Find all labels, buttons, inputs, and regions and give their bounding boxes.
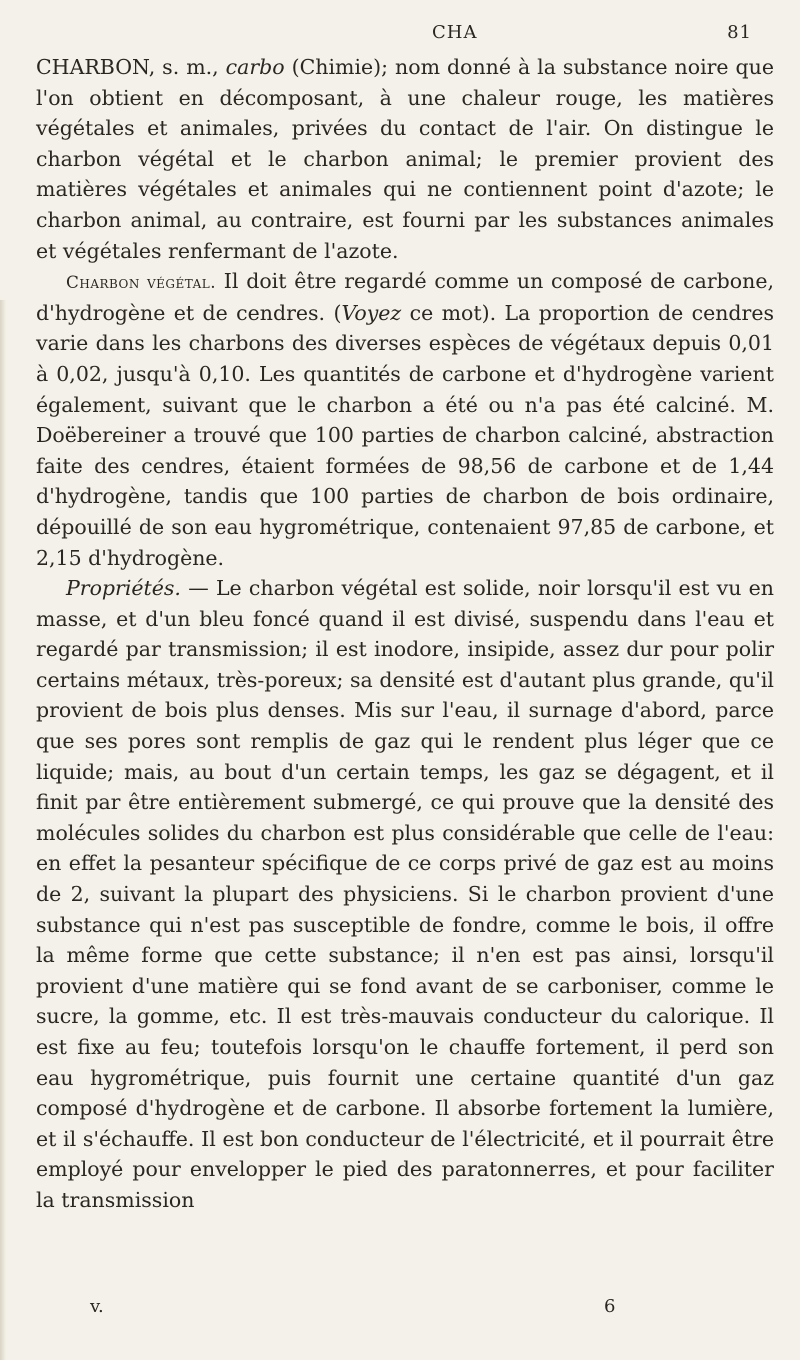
vegetal-heading: Charbon végétal. bbox=[66, 272, 217, 293]
proprietes-text: Le charbon végétal est solide, noir lorsqu'il est vu en masse, et d'un bleu foncé quand il est divisé, suspendu dans l'eau et regardé par transmission; il est inodore, insipide, assez dur pour polir certains métaux, très-poreux; sa densité est d'autant plus grande, qu'il provient de bois plus denses. Mis sur l'eau, il surnage d'abord, parce que ses pores sont remplis de gaz qui le rendent plus léger que ce liquide; mais, au bout d'un certain temps, les gaz se dégagent, et il finit par être entièrement submergé, ce qui prouve que la densité des molécules solides du charbon est plus considérable que celle de l'eau: en effet la pesanteur spécifique de ce corps privé de gaz est au moins de 2, suivant la plupart des physiciens. Si le charbon provient d'une substance qui n'est pas susceptible de fondre, comme le bois, il offre la même forme que cette substance; il n'en est pas ainsi, lorsqu'il provient d'une matière qui se fond avant de se carboniser, comme le sucre, la gomme, etc. Il est très-mauvais conducteur du calorique. Il est fixe au feu; toutefois lorsqu'on le chauffe fortement, il perd son eau hygrométrique, puis fournit une certaine quantité d'un gaz composé d'hydrogène et de carbone. Il absorbe fortement la lumière, et il s'échauffe. Il est bon conducteur de l'électricité, et il pourrait être employé pour envelopper le pied des paratonnerres, et pour faciliter la transmission bbox=[36, 576, 774, 1212]
see-reference: Voyez bbox=[341, 300, 402, 325]
sheet-mark: 6 bbox=[604, 1296, 616, 1317]
entry-domain: (Chimie); bbox=[284, 55, 396, 79]
page-footer bbox=[36, 1296, 774, 1326]
proprietes-dash: — bbox=[180, 576, 216, 601]
entry-headword: CHARBON bbox=[36, 55, 149, 79]
volume-signature: v. bbox=[90, 1296, 104, 1317]
vegetal-paragraph bbox=[36, 266, 774, 573]
page-number: 81 bbox=[727, 22, 752, 43]
running-head: CHA bbox=[432, 22, 478, 43]
entry-grammar: , s. m., bbox=[148, 55, 226, 79]
entry-etymon: carbo bbox=[225, 55, 285, 79]
proprietes-heading: Propriétés. bbox=[66, 576, 181, 601]
proprietes-paragraph bbox=[36, 573, 774, 1215]
vegetal-text-1: Il doit être regardé comme un composé de carbone, d'hydrogène et de cendres. ( bbox=[36, 269, 774, 325]
entry-definition: nom donné à la substance noire que l'on obtient en décomposant, à une chaleur rouge, les matières végétales et animales, privées du contact de l'air. On distingue le charbon végétal et le charbon animal; le premier provient des matières végétales et animales qui ne contiennent point d'azote; le charbon animal, au contraire, est fourni par les substances animales et végétales renfermant de l'azote. bbox=[36, 55, 774, 263]
page-header bbox=[60, 22, 760, 52]
dictionary-body bbox=[36, 52, 774, 1216]
binding-edge bbox=[0, 300, 6, 1360]
entry-paragraph bbox=[36, 52, 774, 266]
vegetal-text-2: ce mot). La proportion de cendres varie dans les charbons des diverses espèces de végétaux depuis 0,01 à 0,02, jusqu'à 0,10. Les quantités de carbone et d'hydrogène varient également, suivant que le charbon a été ou n'a pas été calciné. M. Doëbereiner a trouvé que 100 parties de charbon calciné, abstraction faite des cendres, étaient formées de 98,56 de carbone et de 1,44 d'hydrogène, tandis que 100 parties de charbon de bois ordinaire, dépouillé de son eau hygrométrique, contenaient 97,85 de carbone, et 2,15 d'hydrogène. bbox=[36, 300, 775, 570]
